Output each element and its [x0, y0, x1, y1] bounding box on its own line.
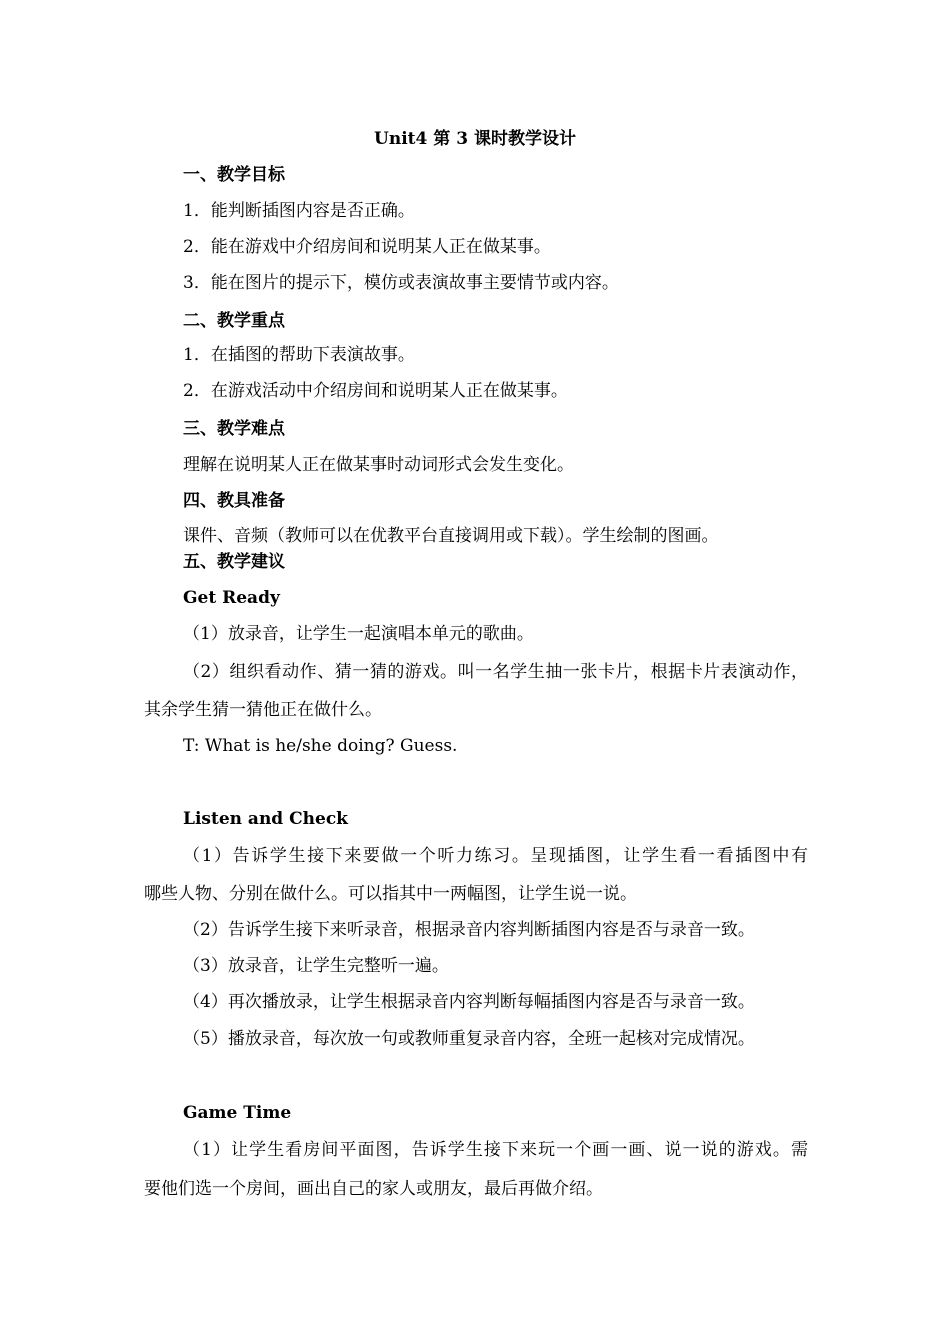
- key-point-1: 1．在插图的帮助下表演故事。: [183, 345, 415, 365]
- heading-listen-check: Listen and Check: [183, 809, 348, 829]
- teaching-aids-text: 课件、音频（教师可以在优教平台直接调用或下载）。学生绘制的图画。: [183, 526, 719, 546]
- difficulty-text: 理解在说明某人正在做某事时动词形式会发生变化。: [183, 455, 574, 475]
- heading-teaching-goals: 一、教学目标: [183, 165, 285, 185]
- get-ready-p2-line2: 其余学生猜一猜他正在做什么。: [144, 700, 382, 720]
- key-point-2: 2．在游戏活动中介绍房间和说明某人正在做某事。: [183, 381, 568, 401]
- goal-item-3: 3．能在图片的提示下，模仿或表演故事主要情节或内容。: [183, 273, 619, 293]
- listen-check-p5: （5）播放录音，每次放一句或教师重复录音内容，全班一起核对完成情况。: [183, 1029, 755, 1049]
- heading-teaching-aids: 四、教具准备: [183, 491, 285, 511]
- listen-check-p3: （3）放录音，让学生完整听一遍。: [183, 956, 449, 976]
- heading-suggestions: 五、教学建议: [183, 552, 285, 572]
- listen-check-p1-line2: 哪些人物、分别在做什么。可以指其中一两幅图，让学生说一说。: [144, 884, 637, 904]
- listen-check-p2: （2）告诉学生接下来听录音，根据录音内容判断插图内容是否与录音一致。: [183, 920, 755, 940]
- document-title: Unit4 第 3 课时教学设计: [374, 129, 576, 149]
- game-time-p1-line2: 要他们选一个房间，画出自己的家人或朋友，最后再做介绍。: [144, 1179, 603, 1199]
- get-ready-p2-line1: （2）组织看动作、猜一猜的游戏。叫一名学生抽一张卡片，根据卡片表演动作，: [183, 662, 808, 682]
- get-ready-p1: （1）放录音，让学生一起演唱本单元的歌曲。: [183, 624, 534, 644]
- listen-check-p1-line1: （1）告诉学生接下来要做一个听力练习。呈现插图，让学生看一看插图中有: [183, 846, 808, 866]
- game-time-p1-line1: （1）让学生看房间平面图，告诉学生接下来玩一个画一画、说一说的游戏。需: [183, 1140, 808, 1160]
- heading-difficulties: 三、教学难点: [183, 419, 285, 439]
- listen-check-p4: （4）再次播放录，让学生根据录音内容判断每幅插图内容是否与录音一致。: [183, 992, 755, 1012]
- goal-item-1: 1．能判断插图内容是否正确。: [183, 201, 415, 221]
- goal-item-2: 2．能在游戏中介绍房间和说明某人正在做某事。: [183, 237, 551, 257]
- get-ready-p3: T: What is he/she doing? Guess.: [183, 736, 458, 756]
- heading-get-ready: Get Ready: [183, 588, 280, 608]
- heading-game-time: Game Time: [183, 1103, 292, 1123]
- heading-key-points: 二、教学重点: [183, 311, 285, 331]
